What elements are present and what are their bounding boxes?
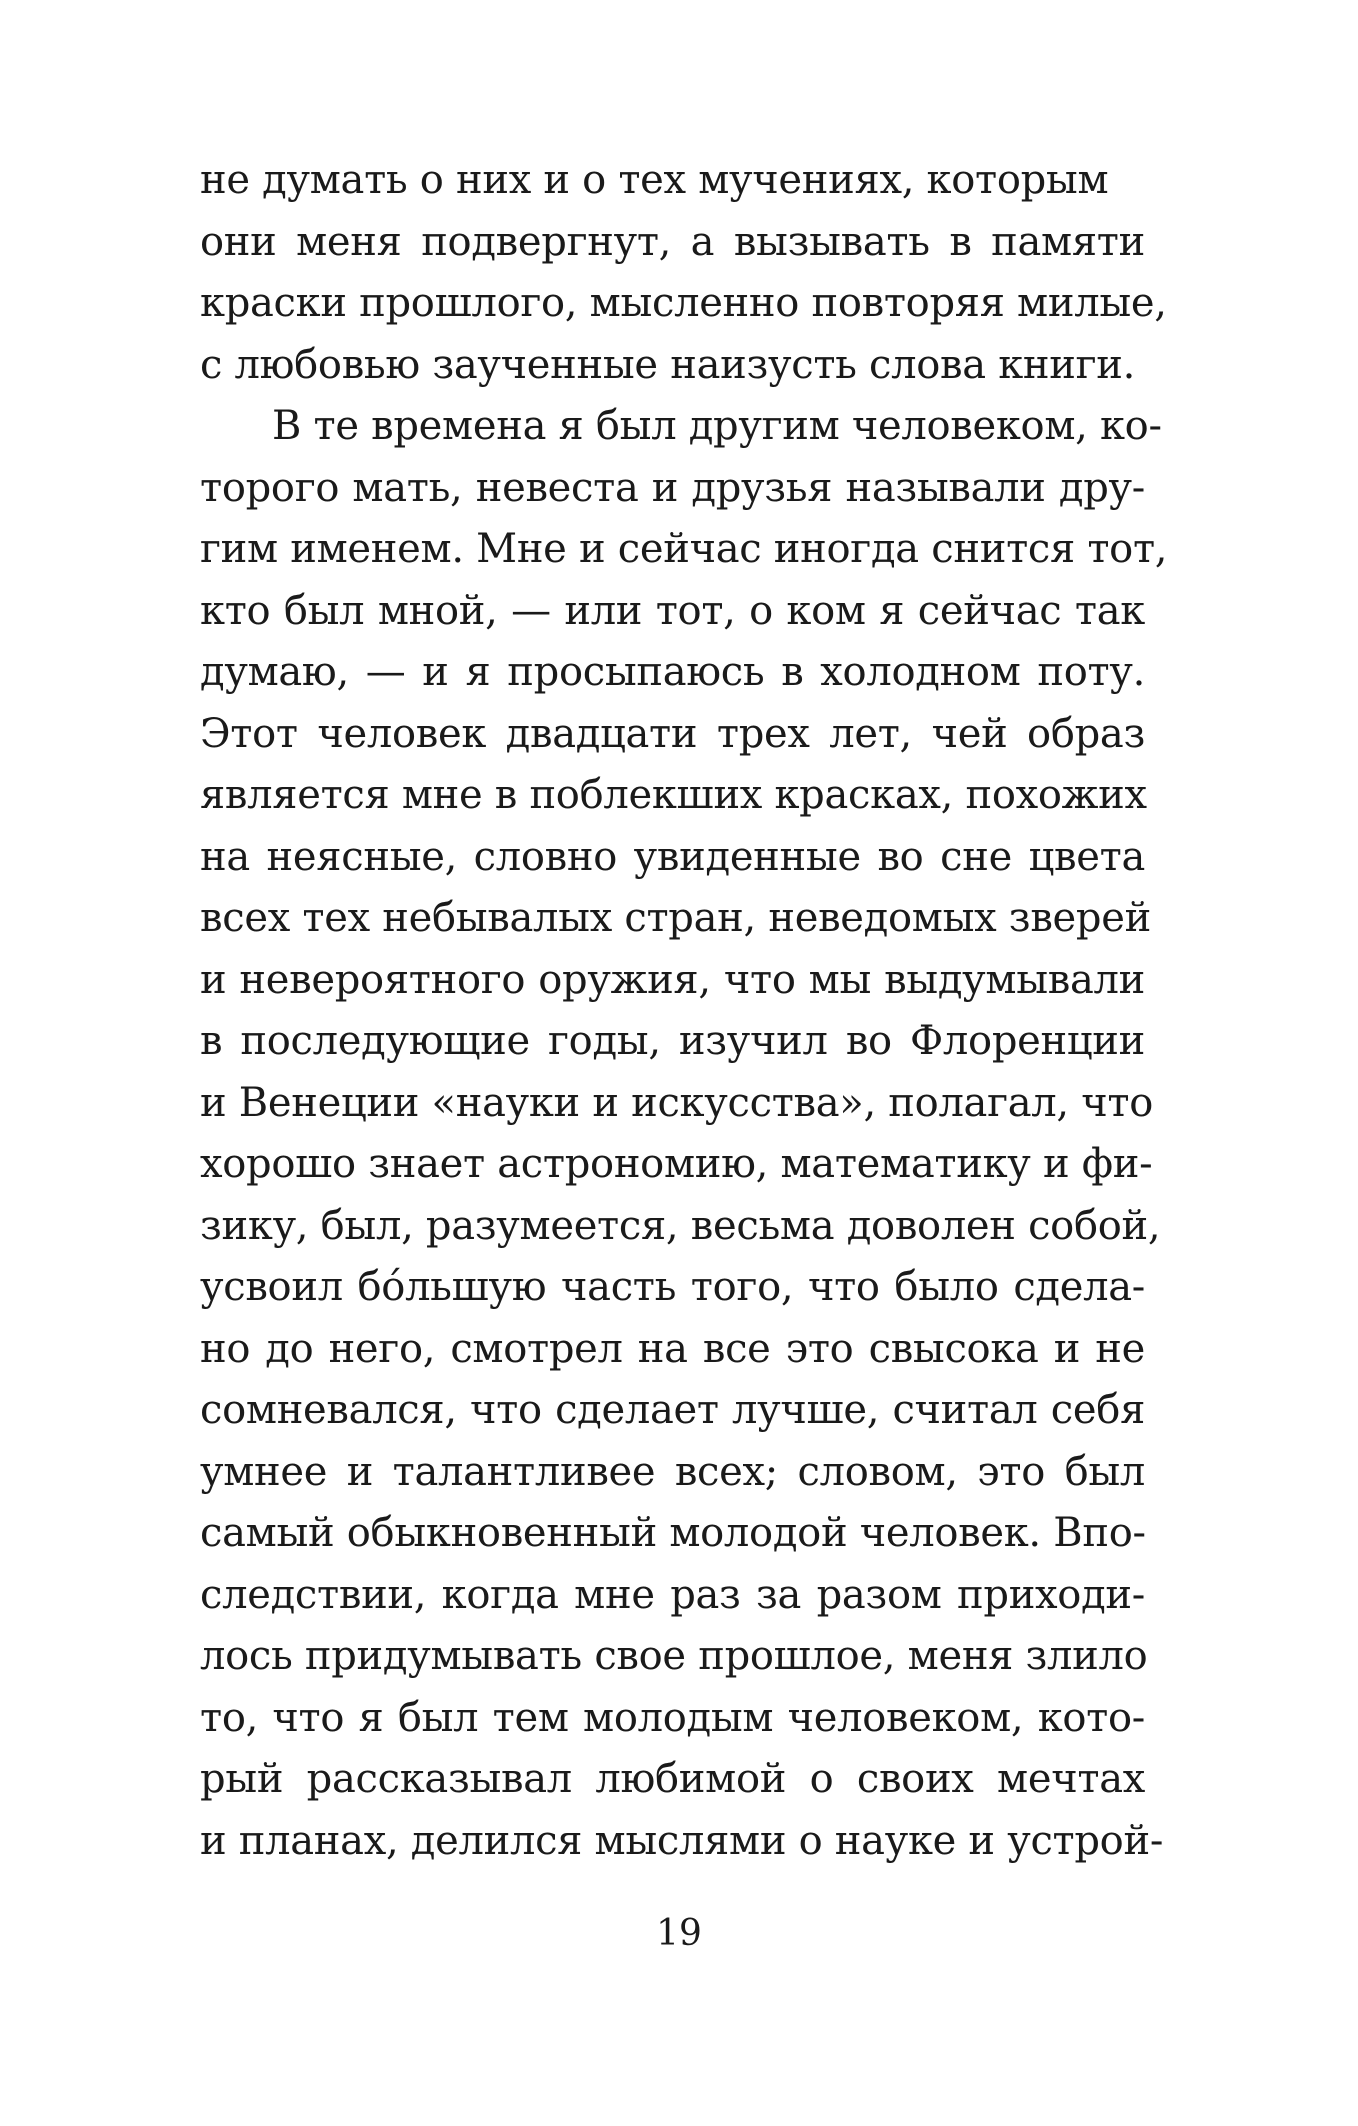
text-line: хорошо знает астрономию, математику и фи- (200, 1141, 1153, 1187)
text-line: и Венеции «науки и искусства», полагал, что (200, 1079, 1153, 1126)
text-line: думаю, — и я просыпаюсь в холодном поту. (200, 649, 1145, 695)
text-line: всех тех небывалых стран, неведомых зверей (200, 895, 1151, 941)
paragraph-start-line: В те времена я был другим человеком, ко- (272, 403, 1162, 449)
body-text (200, 150, 1168, 1872)
text-line: на неясные, словно увиденные во сне цвета (200, 833, 1145, 880)
text-line: зику, был, разумеется, весьма доволен собой, (200, 1202, 1161, 1249)
text-line: является мне в поблекших красках, похожих (200, 772, 1147, 818)
text-line: следствии, когда мне раз за разом приходи- (200, 1571, 1145, 1618)
text-line: то, что я был тем молодым человеком, кото- (200, 1694, 1145, 1741)
page-number: 19 (656, 1913, 702, 1954)
text-line: гим именем. Мне и сейчас иногда снится тот, (200, 526, 1168, 572)
text-line: рый рассказывал любимой о своих мечтах (200, 1756, 1145, 1802)
text-line: Этот человек двадцати трех лет, чей образ (200, 710, 1145, 757)
text-line: сомневался, что сделает лучше, считал себя (200, 1387, 1145, 1433)
text-line: они меня подвергнут, а вызывать в памяти (200, 218, 1145, 265)
text-line: краски прошлого, мысленно повторяя милые, (200, 280, 1167, 326)
text-line: торого мать, невеста и друзья называли дру- (200, 464, 1145, 511)
text-line: не думать о них и о тех мучениях, которым (200, 157, 1109, 203)
text-line: умнее и талантливее всех; словом, это был (200, 1448, 1145, 1495)
text-line: самый обыкновенный молодой человек. Впо- (200, 1510, 1146, 1556)
text-line: в последующие годы, изучил во Флоренции (200, 1018, 1145, 1064)
text-line: но до него, смотрел на все это свысока и не (200, 1325, 1145, 1372)
text-line: с любовью заученные наизусть слова книги. (200, 341, 1136, 388)
text-line: кто был мной, — или тот, о ком я сейчас так (200, 587, 1145, 634)
text-line: усвоил бóльшую часть того, что было сдела- (200, 1264, 1145, 1310)
text-line: и невероятного оружия, что мы выдумывали (200, 956, 1145, 1003)
text-line: и планах, делился мыслями о науке и устрой- (200, 1817, 1164, 1864)
text-line: лось придумывать свое прошлое, меня злило (200, 1633, 1148, 1679)
